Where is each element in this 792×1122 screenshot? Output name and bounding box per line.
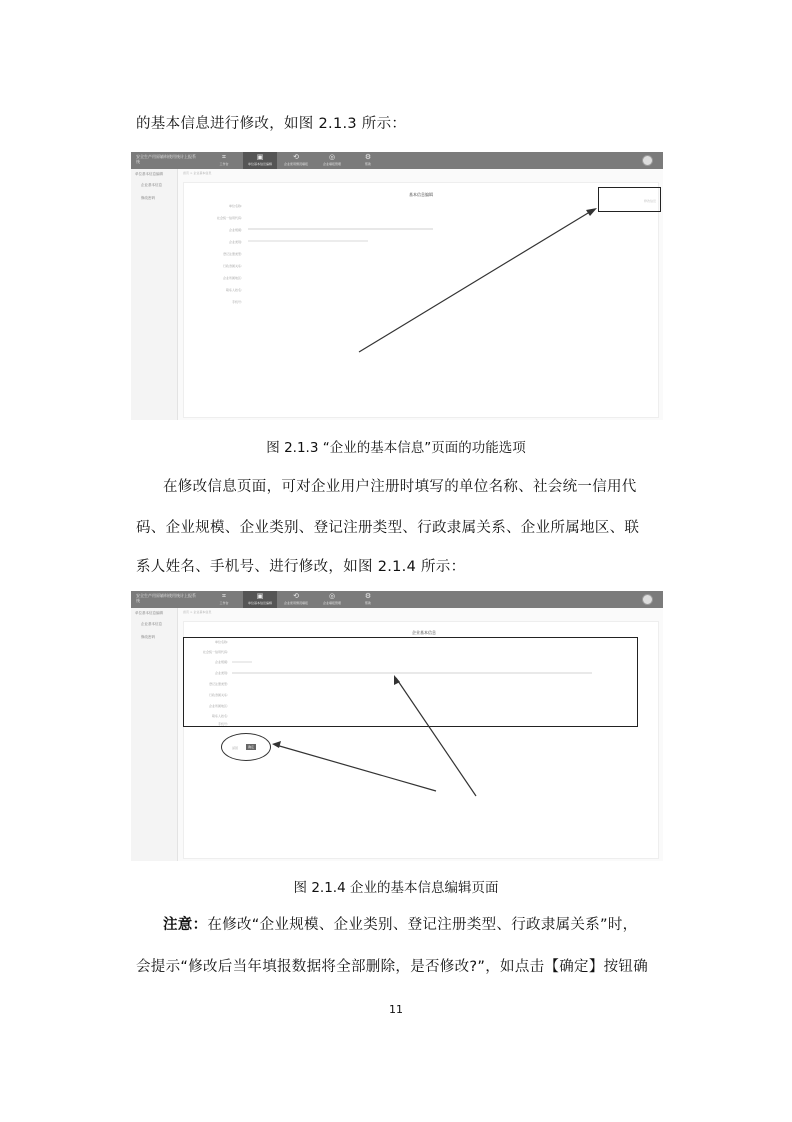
note-text: 在修改“企业规模、企业类别、登记注册类型、行政隶属关系”时， (207, 917, 638, 933)
sidebar-item: 修改密码 (141, 196, 155, 200)
app-brand: 安全生产用原辅料使用统计上报系统 (136, 154, 196, 164)
panel-title: 基本信息编辑 (409, 192, 433, 197)
sidebar-item: 修改密码 (141, 635, 155, 639)
nav-usage-report: ⟲ 企业使用情况填报 (279, 591, 313, 608)
screenshot-figure-2-1-4 (131, 591, 663, 861)
cancel-button: 返回 (232, 746, 239, 750)
panel-title: 企业基本信息 (412, 630, 436, 635)
refresh-icon: ⟲ (293, 592, 299, 600)
paragraph-line: 系人姓名、手机号、进行修改，如图 2.1.4 所示： (136, 559, 466, 575)
field-label: 企业所属地区： (208, 704, 230, 708)
figure-caption-2-1-4: 图 2.1.4 企业的基本信息编辑页面 (293, 880, 499, 896)
field-label: 手机号： (231, 300, 244, 304)
nav-workbench: ⌗ 工作台 (207, 152, 241, 169)
breadcrumb: 首页 > 企业基本信息 (183, 171, 212, 175)
sidebar-item: 企业基本信息 (141, 622, 162, 626)
nav-report-manage: ◎ 企业填报管理 (315, 591, 349, 608)
field-label: 行政隶属关系： (208, 693, 230, 697)
field-label: 手机号： (217, 722, 230, 726)
nav-usage-report: ⟲ 企业使用情况填报 (279, 152, 313, 169)
field-label: 企业所属地区： (222, 276, 244, 280)
field-label: 行政隶属关系： (222, 264, 244, 268)
nav-basic-info: ▣ 单位基本信息编辑 (243, 152, 277, 169)
nav-help: ⚙ 帮助 (351, 591, 385, 608)
gear-icon: ⚙ (364, 153, 372, 161)
field-label: 登记注册类型： (208, 682, 230, 686)
field-label: 单位名称： (214, 640, 230, 644)
grid-icon: ⌗ (222, 153, 226, 161)
screenshot-figure-2-1-3 (131, 152, 663, 420)
figure-caption-2-1-3: 图 2.1.3 “企业的基本信息”页面的功能选项 (266, 440, 526, 456)
document-icon: ▣ (256, 153, 264, 161)
paragraph-line: 在修改信息页面，可对企业用户注册时填写的单位名称、社会统一信用代 (163, 479, 637, 495)
paragraph-intro-tail: 的基本信息进行修改，如图 2.1.3 所示： (136, 116, 407, 132)
document-icon: ▣ (256, 592, 264, 600)
field-label: 登记注册类型： (222, 252, 244, 256)
field-label: 社会统一信用代码： (202, 650, 230, 654)
grid-icon: ⌗ (222, 592, 226, 600)
nav-report-manage: ◎ 企业填报管理 (315, 152, 349, 169)
nav-help: ⚙ 帮助 (351, 152, 385, 169)
gear-icon: ⚙ (364, 592, 372, 600)
field-label: 企业类别： (228, 240, 244, 244)
field-label: 联系人姓名： (211, 714, 230, 718)
confirm-button: 确定 (248, 745, 255, 749)
refresh-icon: ⟲ (293, 153, 299, 161)
breadcrumb: 首页 > 企业基本信息 (183, 610, 212, 614)
edit-info-button: 修改信息 (643, 199, 656, 203)
nav-basic-info: ▣ 单位基本信息编辑 (243, 591, 277, 608)
sidebar-item: 单位基本信息编辑 (135, 611, 163, 615)
target-icon: ◎ (328, 592, 336, 600)
nav-workbench: ⌗ 工作台 (207, 591, 241, 608)
annotation-arrows (131, 591, 663, 861)
field-label: 企业类别： (214, 671, 230, 675)
field-label: 企业规模： (228, 228, 244, 232)
field-label: 联系人姓名： (225, 288, 244, 292)
annotation-arrow (131, 152, 663, 420)
field-label: 单位名称： (228, 204, 244, 208)
note-label: 注意： (163, 917, 208, 933)
field-label: 企业规模： (214, 660, 230, 664)
app-brand: 安全生产用原辅料使用统计上报系统 (136, 593, 196, 603)
paragraph-line: 码、企业规模、企业类别、登记注册类型、行政隶属关系、企业所属地区、联 (136, 520, 640, 536)
note-paragraph-line: 会提示“修改后当年填报数据将全部删除，是否修改?”，如点击【确定】按钮确 (136, 959, 649, 975)
note-paragraph-line (163, 918, 637, 933)
sidebar-item: 企业基本信息 (141, 183, 162, 187)
field-label: 社会统一信用代码： (216, 216, 244, 220)
page-number: 11 (389, 1003, 403, 1016)
target-icon: ◎ (328, 153, 336, 161)
sidebar-item: 单位基本信息编辑 (135, 172, 163, 176)
